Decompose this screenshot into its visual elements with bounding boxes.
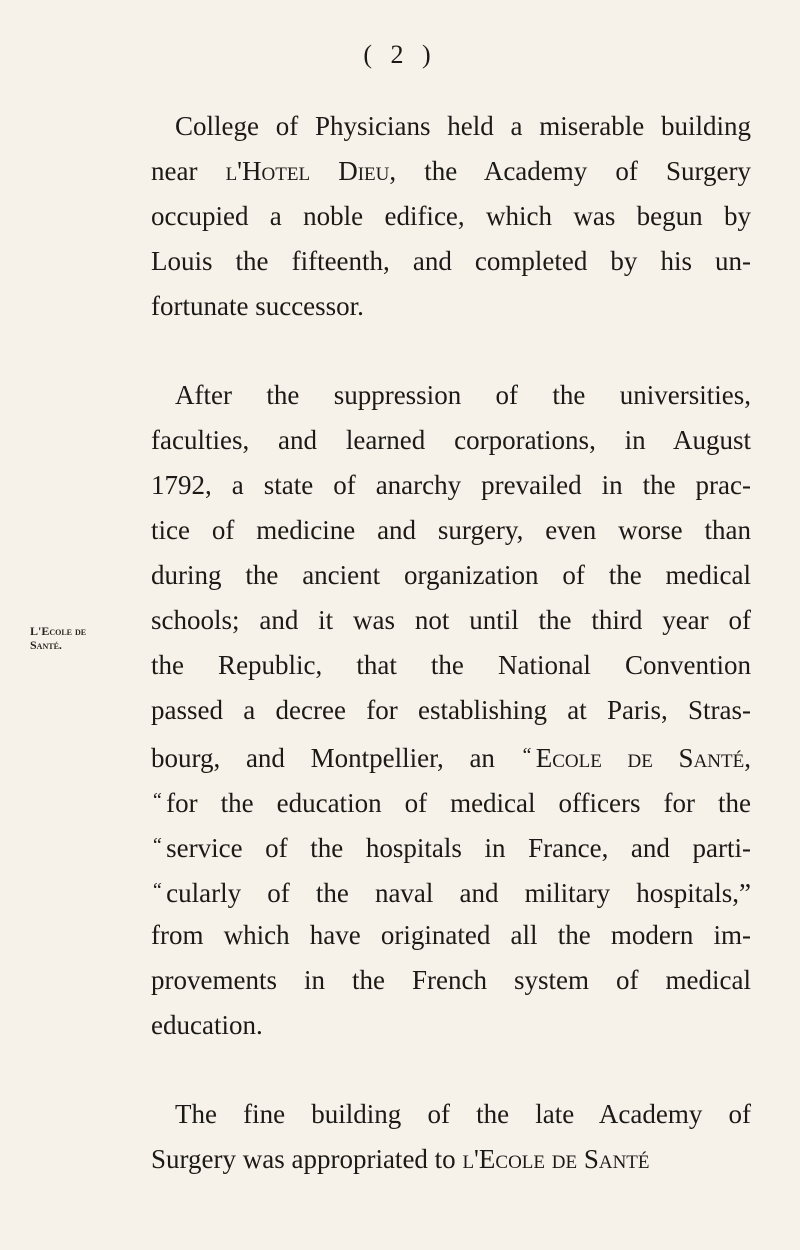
text-line [151,913,751,958]
small-caps-text: l'Hotel Dieu [225,156,390,186]
text-segment: College of Physicians held a miserable building [175,111,751,141]
text-line [151,418,751,463]
text-segment: , the Academy of Surgery [389,156,751,186]
text-line [151,1003,751,1048]
text-line [151,778,751,823]
page-number: ( 2 ) [363,40,437,69]
text-segment: education. [151,1010,263,1040]
quote-mark: “ [151,834,163,856]
text-line [151,239,751,284]
text-segment: schools; and it was not until the third year of [151,605,751,635]
text-segment: the Republic, that the National Convention [151,650,751,680]
text-line [151,1137,751,1182]
text-line [151,733,751,778]
text-segment: near [151,156,226,186]
quote-mark: “ [151,879,163,901]
margin-note [30,624,130,652]
text-segment: faculties, and learned corporations, in August [151,425,751,455]
text-segment: , [744,743,751,773]
text-segment: passed a decree for establishing at Paris, Stras- [151,695,751,725]
margin-note-line: Santé. [30,638,62,652]
text-line [151,463,751,508]
text-line [151,958,751,1003]
text-line [151,688,751,733]
text-line [151,1092,751,1137]
text-segment: bourg, and Montpellier, an [151,743,521,773]
text-segment: from which have originated all the modern im- [151,920,751,950]
text-segment: during the ancient organization of the medical [151,560,751,590]
text-line [151,868,751,913]
text-segment: 1792, a state of anarchy prevailed in the prac- [151,470,751,500]
text-line [151,284,751,329]
text-segment: After the suppression of the universities, [175,380,751,410]
body-text [151,104,751,1182]
small-caps-text: Ecole de Santé [535,743,745,773]
paragraph [151,373,751,1048]
paragraph [151,1092,751,1182]
quote-mark: “ [151,789,163,811]
text-segment: occupied a noble edifice, which was begun by [151,201,751,231]
text-segment: provements in the French system of medical [151,965,751,995]
text-segment: tice of medicine and surgery, even worse than [151,515,751,545]
text-segment: for the education of medical officers for the [166,788,751,818]
paragraph [151,104,751,329]
text-line [151,553,751,598]
text-line [151,194,751,239]
margin-note-line: L'Ecole de [30,624,87,638]
text-segment: Surgery was appropriated to [151,1144,463,1174]
paragraph-gap [151,329,751,373]
text-segment: fortunate successor. [151,291,364,321]
quote-mark: “ [520,744,532,766]
text-line [151,149,751,194]
text-line [151,508,751,553]
paragraph-gap [151,1048,751,1092]
text-segment: service of the hospitals in France, and parti- [166,833,751,863]
small-caps-text: l'Ecole de Santé [462,1144,650,1174]
text-line [151,823,751,868]
text-line [151,643,751,688]
text-segment: The fine building of the late Academy of [175,1099,751,1129]
text-line [151,598,751,643]
text-segment: cularly of the naval and military hospitals,” [166,878,751,908]
text-segment: Louis the fifteenth, and completed by his un- [151,246,751,276]
text-line [151,373,751,418]
text-line [151,104,751,149]
